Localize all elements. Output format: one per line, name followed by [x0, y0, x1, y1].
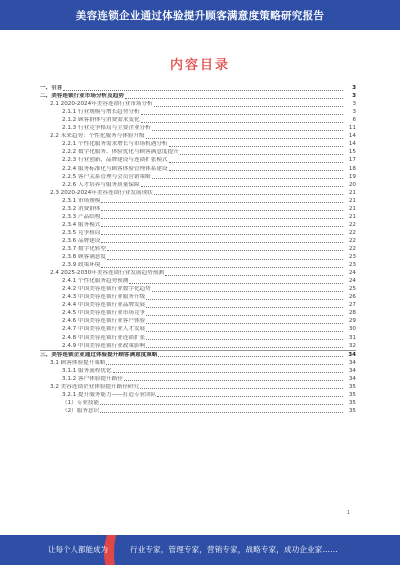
toc-entry-title: 2.4.1 个性化服务趋势预测 [62, 278, 129, 285]
toc-entry-page: 21 [348, 189, 356, 196]
toc-entry[interactable] [40, 309, 356, 317]
toc-leader-dots [152, 291, 343, 292]
toc-entry[interactable] [40, 375, 356, 383]
toc-entry-title: 三、美容连锁企业通过体验提升顾客满意度策略 [40, 351, 158, 358]
toc-entry-title: 2.4.9 中国美容连锁行业政策影响 [62, 342, 146, 349]
toc-entry[interactable] [40, 164, 356, 172]
toc-leader-dots [152, 130, 343, 131]
toc-leader-dots [154, 106, 343, 107]
toc-entry[interactable] [40, 132, 356, 140]
toc-entry-title: 2.3.6 品牌建设 [62, 237, 101, 244]
toc-leader-dots [106, 364, 343, 365]
toc-entry-title: 二、美容连锁行业市场分析及趋势 [40, 93, 124, 100]
footer-slogan-list: 行业专家，管理专家，营销专家，战略专家，成功企业家…… [130, 545, 338, 554]
toc-entry-page: 35 [348, 399, 356, 406]
toc-entry[interactable] [40, 391, 356, 399]
toc-entry-title: 2.3.1 市场规模 [62, 197, 101, 204]
toc-leader-dots [154, 194, 343, 195]
toc-entry-title: 2.2 未来趋势：个性化服务与体验升级 [50, 133, 145, 140]
toc-entry-page: 3 [352, 93, 356, 100]
toc-entry-page: 21 [348, 197, 356, 204]
toc-entry[interactable] [40, 189, 356, 197]
toc-entry-page: 19 [348, 173, 356, 180]
toc-entry[interactable] [40, 116, 356, 124]
toc-entry-title: 2.2.1 个性化服务需求增长与市场机遇分析 [62, 141, 168, 148]
toc-leader-dots [146, 323, 343, 324]
toc-leader-dots [146, 339, 343, 340]
toc-leader-dots [101, 210, 343, 211]
toc-entry-page: 3 [352, 101, 356, 108]
toc-entry[interactable] [40, 359, 356, 367]
toc-entry-page: 14 [348, 141, 356, 148]
toc-leader-dots [101, 234, 343, 235]
toc-entry-title: 2.3 2020-2024年美容连锁行业发展现状 [50, 189, 153, 196]
toc-leader-dots [63, 90, 343, 91]
toc-entry[interactable] [40, 367, 356, 375]
toc-leader-dots [101, 267, 343, 268]
toc-leader-dots [169, 146, 343, 147]
footer-slogan: 让每个人都能成为 [48, 545, 108, 554]
toc-leader-dots [141, 114, 343, 115]
toc-entry[interactable] [40, 92, 356, 100]
toc-entry[interactable] [40, 293, 356, 301]
toc-entry[interactable] [40, 399, 356, 407]
toc-entry[interactable] [40, 342, 356, 350]
toc-entry-page: 17 [348, 157, 356, 164]
toc-entry-page: 15 [348, 149, 356, 156]
toc-leader-dots [141, 122, 343, 123]
toc-leader-dots [169, 162, 343, 163]
toc-entry-page: 22 [348, 221, 356, 228]
page-number: 1 [346, 510, 350, 516]
toc-leader-dots [101, 218, 343, 219]
toc-entry-title: （1）专业技能 [62, 399, 100, 406]
toc-entry-page: 35 [348, 391, 356, 398]
toc-leader-dots [100, 404, 343, 405]
header-bar [0, 0, 400, 30]
toc-entry-page: 22 [348, 245, 356, 252]
report-title: 美容连锁企业通过体验提升顾客满意度策略研究报告 [75, 9, 325, 22]
toc-leader-dots [101, 226, 343, 227]
toc-entry-title: （2）服务意识 [62, 407, 100, 414]
toc-entry[interactable] [40, 253, 356, 261]
toc-leader-dots [129, 283, 343, 284]
toc-entry-title: 2.4.8 中国美容连锁行业连锁扩张 [62, 334, 146, 341]
toc-entry-page: 22 [348, 237, 356, 244]
toc-entry-page: 3 [352, 109, 356, 116]
toc-entry-page: 29 [348, 318, 356, 325]
toc-entry-page: 26 [348, 294, 356, 301]
toc-leader-dots [140, 388, 343, 389]
toc-entry-page: 11 [348, 125, 356, 132]
toc-entry-page: 3 [352, 85, 356, 92]
toc-entry-title: 2.1.2 顾客群体与消费需求变化 [62, 117, 140, 124]
toc-entry-title: 2.3.3 产品结构 [62, 213, 101, 220]
toc-entry[interactable] [40, 301, 356, 309]
toc-entry-page: 31 [348, 334, 356, 341]
toc-entry[interactable] [40, 140, 356, 148]
toc-entry-title: 3.1.1 服务流程优化 [62, 367, 112, 374]
toc-entry-page: 32 [348, 342, 356, 349]
toc-leader-dots [146, 331, 343, 332]
toc-entry[interactable] [40, 108, 356, 116]
toc-entry-page: 20 [348, 181, 356, 188]
toc-entry-title: 3.2.1 提升服务能力——打造专业团队 [62, 391, 157, 398]
toc-entry-title: 2.2.6 人才培养与服务质量保障 [62, 181, 140, 188]
toc-entry-title: 2.3.4 服务模式 [62, 221, 101, 228]
toc-entry-title: 3.1.2 客户体验提升路径 [62, 375, 123, 382]
toc-entry[interactable] [40, 197, 356, 205]
toc-entry[interactable] [40, 148, 356, 156]
toc-entry[interactable] [40, 261, 356, 269]
toc-entry[interactable] [40, 285, 356, 293]
toc-entry-title: 2.4 2025-2030年美容连锁行业发展趋势预测 [50, 270, 164, 277]
toc-leader-dots [101, 202, 343, 203]
toc-entry-page: 34 [348, 367, 356, 374]
toc-entry-page: 30 [348, 326, 356, 333]
footer-bar [0, 535, 400, 565]
toc-entry[interactable] [40, 229, 356, 237]
toc-entry-title: 2.3.2 消费群体 [62, 205, 101, 212]
toc-entry-page: 6 [352, 117, 356, 124]
toc-leader-dots [157, 396, 343, 397]
toc-entry-title: 2.4.3 中国美容连锁行业服务升级 [62, 294, 146, 301]
toc-leader-dots [146, 347, 343, 348]
toc-entry-title: 2.3.8 顾客满意度 [62, 254, 106, 261]
toc-entry-page: 27 [348, 302, 356, 309]
toc-entry-page: 35 [348, 383, 356, 390]
toc-entry-title: 3.2 美容连锁企业体验提升路径研究 [50, 383, 139, 390]
toc-entry-title: 2.3.7 数字化转型 [62, 245, 106, 252]
toc-entry-title: 一、引言 [40, 85, 63, 92]
toc-leader-dots [146, 315, 343, 316]
toc-entry-title: 2.2.3 行业创新、品牌建设与连锁扩张模式 [62, 157, 168, 164]
toc-leader-dots [165, 275, 343, 276]
toc-entry-title: 2.4.2 中国美容连锁行业数字化趋势 [62, 286, 151, 293]
toc-entry[interactable] [40, 317, 356, 325]
toc-entry-title: 3.1 顾客体验提升策略 [50, 359, 106, 366]
toc-entry-page: 24 [348, 270, 356, 277]
toc-entry-page: 34 [348, 359, 356, 366]
toc-entry-title: 2.4.4 中国美容连锁行业品牌发展 [62, 302, 146, 309]
toc-entry[interactable] [40, 383, 356, 391]
toc-leader-dots [146, 299, 343, 300]
toc-entry[interactable] [40, 100, 356, 108]
toc-leader-dots [158, 356, 343, 357]
toc-leader-dots [146, 138, 343, 139]
toc-entry[interactable] [40, 156, 356, 164]
toc-entry-title: 2.4.7 中国美容连锁行业人才发展 [62, 326, 146, 333]
toc-leader-dots [100, 412, 343, 413]
toc-entry-page: 23 [348, 254, 356, 261]
toc-entry[interactable] [40, 205, 356, 213]
toc-entry-page: 28 [348, 310, 356, 317]
toc-entry-page: 34 [348, 375, 356, 382]
table-of-contents [40, 84, 356, 415]
toc-entry[interactable] [40, 350, 356, 359]
toc-entry[interactable] [40, 277, 356, 285]
toc-entry[interactable] [40, 84, 356, 92]
toc-entry-title: 2.1.3 行业竞争格局与主要企业分析 [62, 125, 151, 132]
toc-entry-title: 2.3.9 政策环境 [62, 262, 101, 269]
toc-leader-dots [146, 307, 343, 308]
toc-leader-dots [107, 259, 343, 260]
toc-entry-title: 2.2.4 服务标准化与顾客体验管理体系建设 [62, 165, 168, 172]
toc-entry-title: 2.1 2020-2024年美容连锁行业市场分析 [50, 101, 153, 108]
toc-leader-dots [169, 170, 343, 171]
toc-entry-page: 22 [348, 229, 356, 236]
toc-entry-page: 18 [348, 165, 356, 172]
toc-entry-title: 2.4.6 中国美容连锁行业客户体验 [62, 318, 146, 325]
toc-entry[interactable] [40, 181, 356, 189]
toc-leader-dots [113, 372, 343, 373]
toc-entry[interactable] [40, 269, 356, 277]
toc-leader-dots [152, 178, 343, 179]
toc-entry-page: 23 [348, 262, 356, 269]
toc-entry-title: 2.4.5 中国美容连锁行业市场竞争 [62, 310, 146, 317]
toc-leader-dots [180, 154, 343, 155]
toc-entry-page: 21 [348, 213, 356, 220]
toc-entry-page: 21 [348, 205, 356, 212]
toc-leader-dots [141, 186, 343, 187]
toc-entry-title: 2.2.5 客户关系管理与会员营销策略 [62, 173, 151, 180]
toc-entry[interactable] [40, 221, 356, 229]
toc-entry-page: 24 [348, 278, 356, 285]
toc-title: 内容目录 [169, 58, 230, 73]
toc-leader-dots [107, 250, 343, 251]
toc-leader-dots [101, 242, 343, 243]
toc-entry-page: 14 [348, 133, 356, 140]
toc-entry[interactable] [40, 124, 356, 132]
toc-entry[interactable] [40, 333, 356, 341]
toc-entry[interactable] [40, 407, 356, 415]
toc-entry[interactable] [40, 213, 356, 221]
toc-entry[interactable] [40, 173, 356, 181]
toc-entry[interactable] [40, 325, 356, 333]
toc-entry[interactable] [40, 237, 356, 245]
toc-entry-title: 2.1.1 行业规模与增长趋势分析 [62, 109, 140, 116]
toc-leader-dots [125, 98, 343, 99]
toc-entry-page: 34 [348, 351, 356, 358]
toc-entry[interactable] [40, 245, 356, 253]
toc-entry-page: 35 [348, 407, 356, 414]
toc-entry-page: 25 [348, 286, 356, 293]
toc-entry-title: 2.3.5 竞争格局 [62, 229, 101, 236]
toc-leader-dots [124, 380, 343, 381]
toc-entry-title: 2.2.2 数字化服务、体验优化与顾客满意度提升 [62, 149, 179, 156]
